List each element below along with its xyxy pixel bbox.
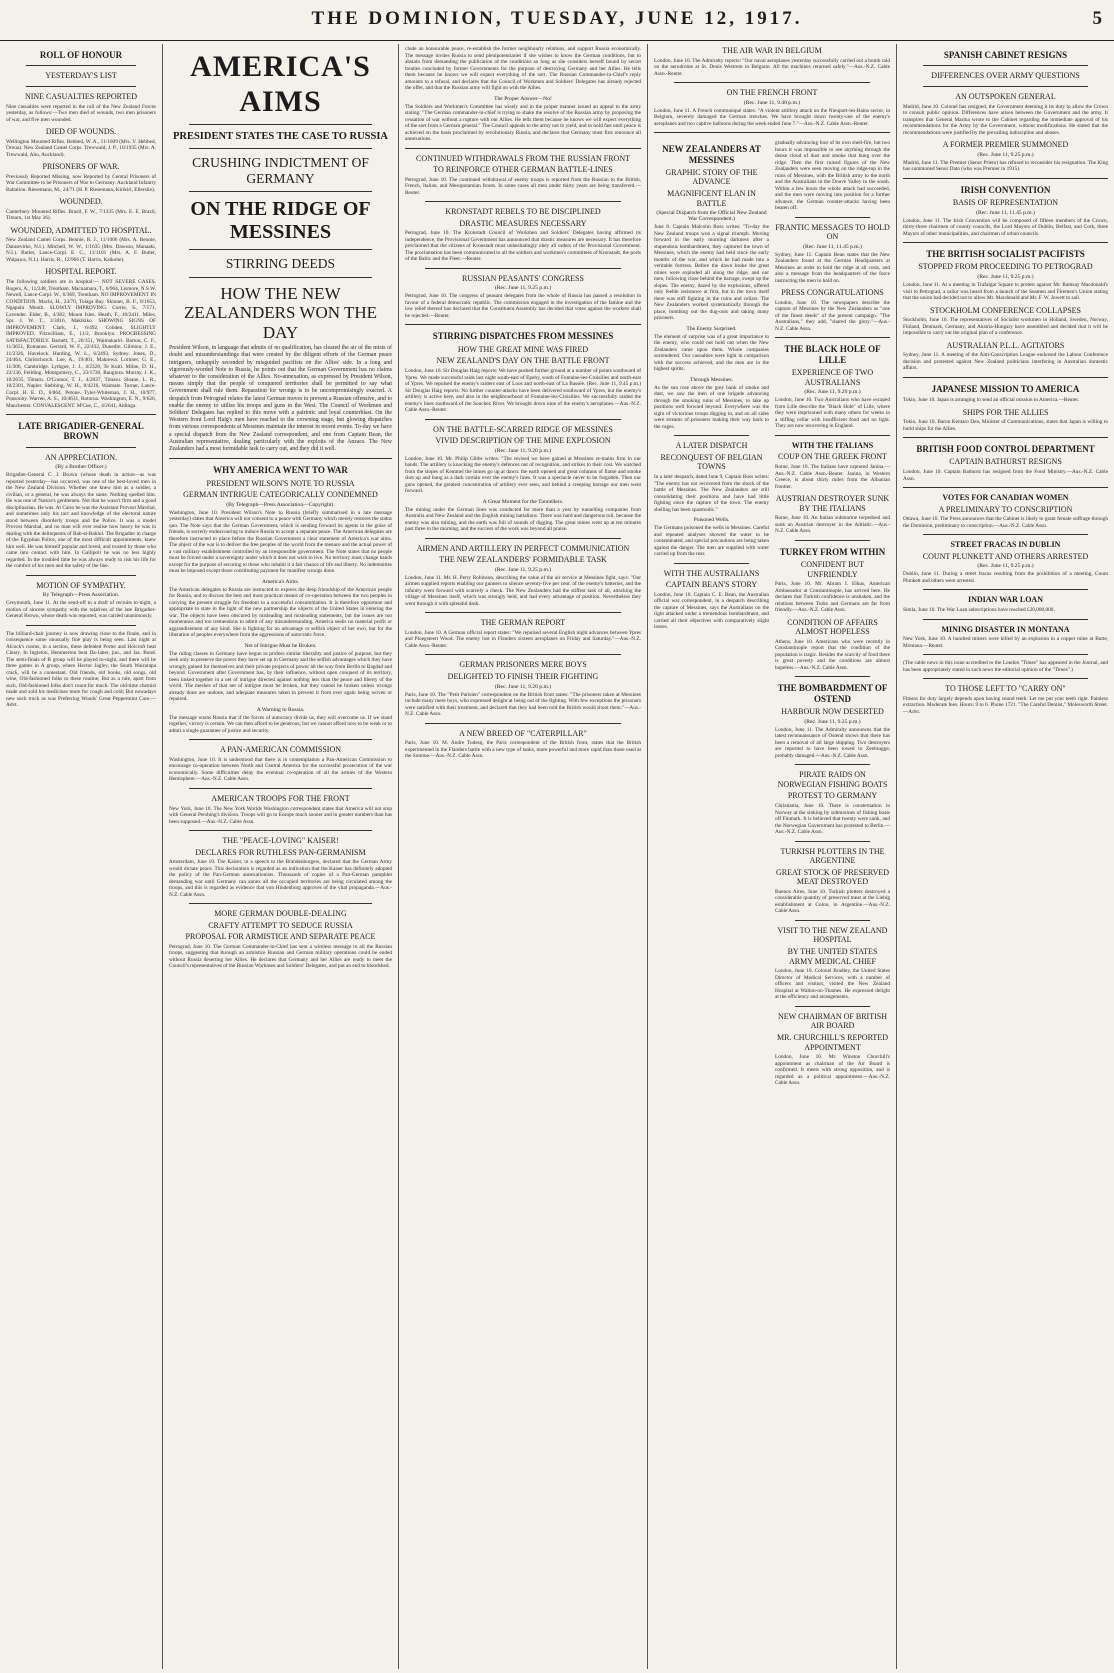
article-headline: THE AIR WAR IN BELGIUM xyxy=(722,46,822,55)
subcolumn-right xyxy=(775,138,890,1090)
received-time: (Rec. June 11, 11.45 p.m.) xyxy=(976,209,1035,216)
article-subheadline: CAPTAIN BEAN'S STORY xyxy=(665,580,758,590)
section-heading: WOUNDED, ADMITTED TO HOSPITAL. xyxy=(10,225,152,235)
deck-headline: PRESIDENT STATES THE CASE TO RUSSIA xyxy=(172,131,389,142)
article-body: The Germans poisoned the wells in Messines. Careful and repeated analyses showed the water to be contaminated, and special precautions are being taken against the danger. The men are supplied with water carried up from the rear. xyxy=(654,525,771,558)
divider xyxy=(189,277,372,278)
article-body: clude an honourable peace, re-establish the former neighbourly relations, and support Russia economically. The message invites Russia to send plenipotentiaries if she wishes to know the German conditions, but to abstain from demanding the publication of the conditions so long as she considers herself bound by secret treaties concluded by former Governments for the purpose of destroying Germany and her Allies. He tells them because he knows we will expect everything of the sort. The Russian Commander-in-Chief's reply amounts to a refusal, and declares that the Council of Workmen and Soldiers' Delegates has already rejected the offer, and that the Russian army will fight on with the Allies. xyxy=(405,46,643,91)
received-time: (Rec. June 11, 9.25 p.m.) xyxy=(977,151,1034,158)
article-headline: STOCKHOLM CONFERENCE COLLAPSES xyxy=(930,305,1081,315)
article-headline: AMERICAN TROOPS FOR THE FRONT xyxy=(211,793,350,803)
article-body: The message warns Russia that if the forces of autocracy divide us, they will overcome us. If we stand together, victory is certain. We can then afford to be generous; but we cannot afford now to be weak or to admit a single guarantee of justice and security. xyxy=(169,714,394,734)
article-headline: WITH THE ITALIANS xyxy=(791,440,874,450)
divider xyxy=(674,435,749,436)
divider xyxy=(795,540,870,541)
divider xyxy=(903,437,1108,438)
divider xyxy=(795,764,870,765)
page-number: 5 xyxy=(1092,8,1102,29)
divider xyxy=(654,132,890,133)
article-headline: TURKEY FROM WITHIN xyxy=(779,546,886,557)
article-subheadline: BASIS OF REPRESENTATION xyxy=(952,197,1059,207)
divider xyxy=(923,589,1088,590)
article-body: Sydney, June 11. Captain Bean states that the New Zealanders found at the German Headquarters at Messines an order to hold the ridge at all costs, and also a message from the headquarters of the force instructing the men to hold on. xyxy=(775,251,892,284)
article-body: New Zealand Camel Corps. Bennie, R. J., 11/1006 (Mrs. A. Bennie, Dannevirke, N.I.). Mitchell, W. W., 1/1635 (Mrs. Dawson, Manaaki, N.I.). Butler, Lance-Corpl. E. C., 11/1101 (Mrs. A. F. Butler, Waipawa, N.I.). Harris, R., 12/966 (T. Harris, Kaikohe). xyxy=(6,237,158,263)
article-subheadline: GERMAN INTRIGUE CATEGORICALLY CONDEMNED xyxy=(183,490,378,500)
article-body: Rome, June 10. An Italian submarine torpedoed and sunk an Austrian destroyer in the Adriatic.—Aus.-N.Z. Cable Assn. xyxy=(775,515,892,535)
article-body: Petrograd, June 10. The continued withdrawal of enemy troops is reported from the Russian to the British, French, Italian, and Mesopotamian fronts. In some cases all men under thirty years are being transferred.—Reuter. xyxy=(405,176,643,196)
divider xyxy=(923,534,1088,535)
section-heading: America's Aims. xyxy=(261,578,300,585)
article-headline: JAPANESE MISSION TO AMERICA xyxy=(931,383,1080,394)
article-headline: THE BRITISH SOCIALIST PACIFISTS xyxy=(926,249,1085,260)
received-time: (Rec. June 11, 9.20 p.m.) xyxy=(804,389,861,396)
masthead-title: THE DOMINION, TUESDAY, JUNE 12, 1917. xyxy=(311,8,803,29)
article-subheadline: CONFIDENT BUT UNFRIENDLY xyxy=(800,560,865,579)
divider xyxy=(795,676,870,677)
article-body: Rome, June 10. The Italians have captured Janina.—Aus.-N.Z. Cable Assn.-Reuter. Janina, in Western Greece, is about thirty miles from the Albanian frontier. xyxy=(775,464,892,490)
article-subheadline: EXPERIENCE OF TWO AUSTRALIANS xyxy=(791,368,874,387)
article-body: Madrid, June 10. Colonel has resigned, the Government deeming it its duty to allow the Crown to consult public opinion. Differences have arisen between the Government and the army. It transpires that General Marina wrote to the Cabinet regarding the immediate approval of his recommendations for the Army by the Government, without modifications. He stated that the recommendations were justified by the prevailing indiscipline and abuses. xyxy=(903,103,1110,136)
article-body: Athens, June 10. Americans who were recently in Constantinople report that the condition of the population is tragic. Besides the scarcity of food there is great poverty and the conditions are almost hopeless.—Aus.-N.Z. Cable Assn. xyxy=(775,638,892,671)
received-time: (Rec. June 11, 9.20 p.m.) xyxy=(494,447,552,454)
divider xyxy=(405,324,641,325)
divider xyxy=(425,654,621,655)
article-body: Canterbury Mounted Rifles. Brazil, F. W., 7/1335 (Mrs. E. E. Brazil, Timaru, 1st May 26). xyxy=(6,208,158,222)
article-headline: ON THE BATTLE-SCARRED RIDGE OF MESSINES xyxy=(433,424,613,434)
article-headline: STREET FRACAS IN DUBLIN xyxy=(950,540,1061,550)
byline: (Special Dispatch from the Official New Zealand War Correspondent.) xyxy=(656,210,767,223)
article-subheadline: COUNT PLUNKETT AND OTHERS ARRESTED xyxy=(922,551,1089,561)
article-body: London, June 10. Captain Bathurst has resigned from the Food Ministry.—Aus.-N.Z. Cable Assn. xyxy=(903,469,1110,482)
divider xyxy=(674,563,749,564)
article-headline: FRANTIC MESSAGES TO HOLD ON xyxy=(775,222,890,242)
byline: (By Telegraph—Press Association—Copyright). xyxy=(226,501,335,508)
masthead xyxy=(0,0,1114,41)
article-subheadline: GREAT STOCK OF PRESERVED MEAT DESTROYED xyxy=(775,867,890,887)
article-headline: THE GERMAN REPORT xyxy=(480,618,566,628)
brigadier-headline: LATE BRIGADIER-GENERAL BROWN xyxy=(18,421,144,442)
article-body: Tokio, June 10. Japan is arranging to send an official mission to America.—Reuter. xyxy=(903,397,1080,404)
received-time: (Rec. June 11, 9.40 p.m.) xyxy=(743,99,801,106)
section-heading: Net of Intrigue Must be Broken. xyxy=(244,642,317,649)
article-body: London, June 11. Mr. H. Perry Robinson, describing the value of the air service at Messines fight, says: "Our airmen supplied reports enabling our gunners to silence seventy-five per cent. of the enemy's batteries, and the infantry went forward with scarcely a check. The New Zealanders had the stiffest task of all, attacking the village of Messines itself, which was strongly held, and had every advantage of position. Nevertheless they went through it with splendid dash. xyxy=(405,574,643,607)
article-headline: MINING DISASTER IN MONTANA xyxy=(941,624,1070,634)
divider xyxy=(189,830,372,831)
byline: (By a Brother Officer.) xyxy=(55,464,107,471)
article-subheadline: AN OUTSPOKEN GENERAL xyxy=(955,91,1056,101)
divider xyxy=(795,1006,870,1007)
article-headline: THE BLACK HOLE OF LILLE xyxy=(784,344,881,365)
divider xyxy=(795,841,870,842)
article-subheadline: DRASTIC MEASURES NECESSARY xyxy=(459,218,587,228)
article-body: The American delegates to Russia are instructed to express the deep friendship of the American people for Russia, and to discuss the best and most practical means of co-operation between the two peoples in carrying the present struggle for freedom to a successful consummation. It is therefore opportune and appropriate to state in the light of the new partnership the objects of the United States in entering the war. The objects have been obscured by misleading and misleading statements, but the issues are too momentous and too tremendous to admit of any misunderstanding. America seeks no material profit or aggrandisement of any kind. She is fighting for no advantage or selfish object of her own, but for the liberation of peoples everywhere from the aggressions of autocratic force. xyxy=(169,586,394,639)
article-subheadline: THE NEW ZEALANDERS' FORMIDABLE TASK xyxy=(439,555,607,565)
divider xyxy=(674,82,870,83)
article-body: London, June 10. Two Australians who have escaped from Lille describe the "Black Hole" of Lille, where they were imprisoned with many others for weeks in a stifling cellar with insufficient food and no light. They are now recovering in England. xyxy=(775,397,892,430)
article-body: Nine casualties were reported in the roll of the New Zealand Forces yesterday, as follows:—Two men died of wounds, two men prisoners of war, and five men wounded. xyxy=(6,103,158,123)
byline: By Telegraph—Press Association. xyxy=(42,592,120,599)
article-subheadline: MR. CHURCHILL'S REPORTED APPOINTMENT xyxy=(777,1032,888,1052)
divider xyxy=(189,903,372,904)
article-body: Previously Reported Missing, now Reported by Central Prisoners of War Committee to be Prisoners of War in Germany. Auckland Infantry Battalion. Riesemann, M., 24/71 (H. P. Riesemann, Kirikiri, Ellerslie). xyxy=(6,173,158,193)
article-subheadline: TO REINFORCE OTHER GERMAN BATTLE-LINES xyxy=(433,165,613,175)
article-body: Dublin, June 11. During a street fracas resulting from the prohibition of a meeting, Count Plunkett and others were arrested. xyxy=(903,571,1110,584)
divider xyxy=(189,249,372,250)
article-subheadline: MAGNIFICENT ELAN IN BATTLE xyxy=(667,189,756,208)
section-heading: PRISONERS OF WAR. xyxy=(42,162,120,172)
article-headline: PIRATE RAIDS ON NORWEGIAN FISHING BOATS xyxy=(777,770,888,789)
article-headline: VISIT TO THE NEW ZEALAND HOSPITAL xyxy=(777,925,888,945)
article-body: Paris, June 10. M. Andre Tudesq, the Paris correspondent of the British front, states that the British experimented in the Flanders battle with a new type of tanks, more powerful and more rapid than those used at the Somme.—Aus.-N.Z. Cable Assn. xyxy=(405,740,643,760)
divider xyxy=(903,487,1108,488)
article-body: Paris, June 10. Mr. Abram I. Elkus, American Ambassador at Constantinople, has arrived here. He declares that Turkish confidence is unshaken, and the relations between Turks and Germans are far from friendly.—Aus.-N.Z. Cable Assn. xyxy=(775,581,892,614)
article-body: London, June 10. Colonel Bradley, the United States Director of Medical Services, with a number of officers and visitors, visited the New Zealand Hospital at Walton-on-Thames. He expressed delight at the efficiency and arrangements. xyxy=(775,968,892,1001)
article-body: Washington, June 10. It is understood that there is in contemplation a Pan-American Commission to encourage co-operation between North and Central America for the successful prosecution of the war economically. Some difficulties delay the eventual co-operation of all the armies of the Western Hemisphere.—Aus.-N.Z. Cable Assn. xyxy=(169,756,394,783)
article-body: London, June 11. At a meeting in Trafalgar Square to protest against Mr. Ramsay Macdonald's visit to Petrograd, a sailor was heard from a launch of the Seamen and Firemen's Union stating that the union had decided not to allow Mr. Macdonald and Mr. F. W. Jowett to sail. xyxy=(903,282,1110,301)
article-headline: ON THE FRENCH FRONT xyxy=(726,88,818,98)
deck-headline: STIRRING DEEDS xyxy=(225,256,336,272)
article-body: The mining under the German lines was conducted for more than a year by tunnelling companies from Australia and New Zealand and the English mining battalions. There was hard and dangerous toil, because the enemy was also mining, and the earth was full of sounds of digging. The great mines went up at ten minutes past three in the morning, and the success of the work was beyond all praise. xyxy=(405,506,643,533)
divider xyxy=(26,86,136,87)
article-body: Sydney, June 11. A meeting of the Anti-Conscription League endorsed the Labour Conference decision and protested against New Zealand politicians interfering in Australian domestic affairs. xyxy=(903,352,1110,372)
section-heading: The Enemy Surprised. xyxy=(686,325,737,332)
article-headline: IRISH CONVENTION xyxy=(960,184,1051,195)
article-headline: GERMAN PRISONERS MERE BOYS xyxy=(459,660,587,670)
article-body: Amsterdam, June 10. The Kaiser, in a speech to the Brandenburgers, declared that the German Army would dictate peace. This declaration is regarded as an indication that the Kaiser has definitely adopted the policy of the Pan-German annexationists. Thousands of copies of a Pan-German pamphlet demanding war until Germany can annex all the occupied territories are being circulated among the troops, and this is regarded as evidence that von Hindenburg approves of the vital propaganda.—Aus.-N.Z. Cable Assn. xyxy=(169,859,394,898)
divider xyxy=(795,217,870,218)
article-subheadline: COUP ON THE GREEK FRONT xyxy=(778,452,887,462)
article-headline: CONDITION OF AFFAIRS ALMOST HOPELESS xyxy=(787,617,878,637)
article-headline: WITH THE AUSTRALIANS xyxy=(663,568,760,578)
article-headline: NEW ZEALANDERS AT MESSINES xyxy=(662,144,761,165)
article-headline: BRITISH FOOD CONTROL DEPARTMENT xyxy=(916,444,1095,455)
divider xyxy=(189,788,372,789)
article-subheadline: CRAFTY ATTEMPT TO SEDUCE RUSSIA xyxy=(208,920,353,930)
article-headline: A LATER DISPATCH xyxy=(675,441,748,451)
section-heading: Through Messines. xyxy=(690,376,733,383)
article-body: As the sun rose above the grey bank of smoke and dust, we saw the men of one brigade advancing through the smoking ruins of Messines, to take up positions well forward beyond. Everywhere was the sight of victorious troops digging in, and on all sides were streams of prisoners making their way back to the cages. xyxy=(654,384,771,430)
article-body: Greymouth, June 11. At the send-off to a draft of recruits to-night, a motion of sincere sympathy with the relatives of the late Brigadier-General Brown, whose death was reported, was carried unanimously. xyxy=(6,600,158,620)
divider xyxy=(795,920,870,921)
divider xyxy=(26,447,136,448)
article-subheadline: HOW THE GREAT MINE WAS FIRED xyxy=(457,344,589,354)
article-subheadline: VIVID DESCRIPTION OF THE MINE EXPLOSION xyxy=(435,436,611,446)
article-body: Petrograd, June 10. The Kronstadt Council of Workmen and Soldiers' Delegates having affirmed its independence, the Provisional Government has announced that drastic measures are necessary. It has therefore proclaimed that the citizens of Kronstadt must unhesitatingly obey all orders of the Provisional Government. The proclamation has been communicated to all the soldiers and workmen's committees of Kronstadt, the ports of the Baltic and the Fleet.—Reuter. xyxy=(405,230,643,263)
casualties-headline: NINE CASUALTIES REPORTED xyxy=(24,91,138,101)
divider xyxy=(923,65,1088,66)
article-headline: VOTES FOR CANADIAN WOMEN xyxy=(942,493,1069,503)
article-body: In a later despatch, dated June 9, Captain Ross writes: "The enemy has not recovered from the shock of the battle of Messines. The New Zealanders are still consolidating their positions and have had little fighting since the capture of the town. The enemy shelling has been spasmodic." xyxy=(654,474,771,513)
divider xyxy=(169,458,392,459)
deck-headline: HOW THE NEW ZEALANDERS WON THE DAY xyxy=(184,283,377,342)
article-body: London, June 10. Sir Douglas Haig reports: We have pushed further ground at a number of points southward of Ypres. We made successful raids last night south-east of Epehy, south of Fontaine-les-Croisilles and north-east of Ypres. We repulsed the enemy's raiders east of Loos and north-east of La Bassée. (Rec. June 11, 9.45 p.m.) Sir Douglas Haig reports: No further counter-attacks have been delivered southward of Ypres, but the enemy's artillery is active here, and also in the neighbourhood of Fontaine-lez-Croisilles. We successfully raided the enemy's lines southward of the Souchez River. We brought down nine of the enemy's aeroplanes.—Aus.-N.Z. Cable Assn.-Reuter. xyxy=(405,368,643,413)
article-body: Simla, June 10. The War Loan subscriptions have reached £20,000,000. xyxy=(903,607,1055,614)
article-body: Wellington Mounted Rifles. Bebbed, W. A., 11/1609 (Mrs. V. Hebbed, Oroua). New Zealand Camel Corps. Trewwald, J. P., 10/1935 (Mrs. A. Trewwald, Aho, Auckland). xyxy=(6,138,158,158)
article-headline: MORE GERMAN DOUBLE-DEALING xyxy=(214,909,347,919)
article-subheadline: PROTEST TO GERMANY xyxy=(787,791,878,801)
divider xyxy=(903,178,1108,179)
column-3 xyxy=(399,44,647,1669)
divider xyxy=(425,268,621,269)
two-column-block xyxy=(654,138,890,1090)
section-heading: HOSPITAL REPORT. xyxy=(45,267,117,277)
divider xyxy=(923,654,1088,655)
article-headline: SPANISH CABINET RESIGNS xyxy=(943,50,1068,60)
divider xyxy=(775,337,890,338)
article-subheadline: NEW ZEALAND'S DAY ON THE BATTLE FRONT xyxy=(436,356,610,366)
divider xyxy=(923,678,1088,679)
section-heading: A Warning to Russia. xyxy=(256,706,305,713)
article-body: June 8. Captain Malcolm Ross writes: "To-day the New Zealand troops won a signal triumph. Moving forward in the early morning darkness after a stupendous bombardment, they captured the town of Messines, which the enemy had held since the early months of the war, and which he had made into a veritable fortress. Before the dawn broke the great mines were exploded all along the ridge, and our men, following close behind the barrage, swept up the slopes. The enemy, dazed by the explosions, offered only feeble resistance at first, but in the town itself there was stiff fighting in the ruins and cellars. The New Zealanders worked systematically through the place, bombing out the dug-outs and taking many prisoners. xyxy=(654,224,771,322)
deck-headline: ON THE RIDGE OF MESSINES xyxy=(190,198,371,244)
article-body: London, June 11. A French communiqué states: "A violent artillery attack on the Nieuport-les-Bains sector, in Belgium, severely damaged the German trenches. We have brought down twenty-one of the enemy's aeroplanes and two captive balloons during the week ended June 7."—Aus.-N.Z. Cable Assn.-Reuter. xyxy=(654,107,892,127)
divider xyxy=(189,124,372,125)
column-1 xyxy=(0,44,162,1669)
received-time: (Rec. June 11, 9.25 p.m.) xyxy=(494,566,552,573)
divider xyxy=(26,625,136,626)
article-subheadline: DELIGHTED TO FINISH THEIR FIGHTING xyxy=(447,672,599,682)
article-subheadline: STOPPED FROM PROCEEDING TO PETROGRAD xyxy=(918,262,1093,272)
received-time: (Rec. June 11, 9.25 p.m.) xyxy=(494,285,552,292)
article-subheadline: DIFFERENCES OVER ARMY QUESTIONS xyxy=(931,71,1080,81)
article-headline: AUSTRALIAN P.L.L. AGITATORS xyxy=(946,340,1065,350)
article-subheadline: PROPOSAL FOR ARMISTICE AND SEPARATE PEACE xyxy=(185,932,376,942)
article-body: New York, June 10. The New York Worlds Washington correspondent states that America will not stop with General Pershing's division. Troops will go to Europe much sooner and in greater numbers than has been supposed.—Aus.-N.Z. Cable Assn. xyxy=(169,805,394,825)
article-body: Stockholm, June 10. The representatives of Socialist workmen in Holland, Sweden, Norway, Finland, Denmark, Germany, and Austria-Hungary have assembled and decided that it will be impossible to carry out the original plan of a conference. xyxy=(903,317,1110,337)
article-body: London, June 11. The Admiralty announces that the latest reconnaissance of Ostend shows that there has been a removal of all large shipping. Two destroyers are reported to have been towed to Zeebrugge, probably damaged.—Aus.-N.Z. Cable Assn. xyxy=(775,726,892,759)
article-headline: STIRRING DISPATCHES FROM MESSINES xyxy=(432,331,614,342)
article-body: London, June 10. The newspapers describe the capture of Messines by the New Zealanders as "one of the finest deeds" of the present campaign. "The Australians," they add, "shared the glory."—Aus.-N.Z. Cable Assn. xyxy=(775,299,892,332)
article-body: Brigadier-General C. J. Brown (whose death in action—as was reported yesterday—has occurred, was one of the best-loved men in the New Zealand Division. Whether one knew him as a soldier, a civilian, or a general, he was always the same. Nothing quelled him. He was one of Nature's gentlemen. Not that he wasn't firm and a good disciplinarian. He was. At Cairo he was the Assistant Provost Marshal, and sometimes only his tact and knowledge of the electoral nature stood between disorderly troops and the Police. It was a model Provost Marshal, and no man will ever realise how heavy he was in dealing with the delinquents of Bab-el-Bahlul. The Brigadier in charge of the Egyptian Police, one of the most difficult appointments, knew him well. He was himself popular and loved, and trusted by those who came into contact with him. In Gallipoli he was no less highly regarded. In the troubled time he was always ready to risk his life for the comfort of his men and the safety of the line. xyxy=(6,472,158,570)
article-headline: AUSTRIAN DESTROYER SUNK BY THE ITALIANS xyxy=(775,494,890,513)
article-headline: A NEW BREED OF "CATERPILLAR" xyxy=(459,728,587,738)
article-headline: RUSSIAN PEASANTS' CONGRESS xyxy=(462,273,584,283)
article-headline: AIRMEN AND ARTILLERY IN PERFECT COMMUNICATION xyxy=(416,543,630,553)
column-4 xyxy=(648,44,896,1669)
advertisement-body: The billiard-chair journey is now drawing close to the finale, and in consequence some unusually fine play is being seen. Last night at Alcock's rooms, in a section, these defeated Porter and Holcroft beat Cleary. In Ingleton, Hemmerton beat Da-Jaber, jun., and Jas. Bond. The semi-finals of B group will be played to-night, and there will be three games in A group, where Hector Jagley, the South Wairarapa crack, will be a contestant. Old friends, old books, old songs, old wine, Old-fashioned folks to these routine; But as a rule, apart from such, Old-fashioned folks don't count for much. The old-time chemist made and sold his medicines more for cough and cold; But nowadays new such truck as was Preferring Woods' Great Peppermint Cure.—Advt. xyxy=(6,630,158,709)
divider xyxy=(775,435,890,436)
column-5 xyxy=(897,44,1114,1669)
article-body: London, June 10. The Admiralty reports: "Our naval aeroplanes yesterday successfully carried out a bomb raid on the aerodrome at St. Denis Westrem in Belgium. All the machines returned safely."—Aus.-N.Z. Cable Assn.-Reuter. xyxy=(654,57,892,77)
article-body: The following soldiers are in hospital:— NOT SEVERE CASES. Rogers, A., 11/248, Trentham. Macnamara, T., 6/964, Lismore, N.S.W. Newell, Lance-Corpl. W., 6/369, Trentham. NO IMPROVEMENT IN CONDITION. Machi, H., 24/70, Tolaga Bay. Skinner, B. F., 8/1653, Ngapuhi Mouth. SLOWLY IMPROVING. Corrie, S., 7/571, Lavender. Elder, B., 4/382, Mount Isles. Heath, F., 10/2411. Miles, Spr. J. W. T., 3/3016, Makikiko. SHOWING SIGNS OF IMPROVEMENT. Clark, J., 6/492, Cobden. SLIGHTLY IMPROVED. Fitzwilliam, E., 11/2, Brooklyn. PROGRESSING SATISFACTORILY. Barnett, T., 26/351, Waimakariri. Barton, C. F., 11/3651, Romanos. Gerrard, W. F., 22/432, Dunedin. Gilmour, J. E., 11/2326, Havelock. Harding, W. L., 6/2493, Sydney. Jones, D., 24/464, Christchurch. Loe, A., 19/401, Makrewa. Lorimer, G. E., 11/306, Cambridge. Lythgoe, J. J., 4/2328, Te Kuiti. Milne, D. H., 22/136, Feilding. Montgomery, C., 23/1730, Rangiora. Murray, J. K., 10/2635, Timaru. O'Connor, T. J., 4/2837, Timaru. Sloane, L. R., 10/2301, Napier. Stebbing, W. H., 8/4216, Waimate. Turner, Lance-Corpl. H. E. D., 6/864, Petone. Tyler-Whiteman, J. H., 10/977, Ponsonby. Warren, A. S., 10/4631, Rotorua. Washington, E. N., 9/626, Manchester. CONVALESCENT. M'Cue, C., 4/2641, Aldinga. xyxy=(6,279,158,409)
article-headline: A FORMER PREMIER SUMMONED xyxy=(942,140,1069,150)
article-headline: KRONSTADT REBELS TO BE DISCIPLINED xyxy=(445,207,601,217)
article-subheadline: A PRELIMINARY TO CONSCRIPTION xyxy=(938,504,1073,514)
article-body: London, June 10. A German official report states: "We repulsed several English night advances between Ypres and Ploegsteert Wood. The enemy lost in Flanders sixteen aeroplanes on Friday and Saturday."—Aus.-N.Z. Cable Assn.-Reuter. xyxy=(405,629,643,649)
article-subheadline: CAPTAIN BATHURST RESIGNS xyxy=(949,457,1062,467)
article-headline: INDIAN WAR LOAN xyxy=(968,595,1043,605)
article-body: London, June 11. The Irish Convention will be composed of fifteen members of the Crown, thirty-three chairmen of county councils, the Lord Mayors of Dublin, Belfast, and Cork, three Mayors of other municipalities, and chairmen of urban councils. xyxy=(903,217,1110,237)
article-body: London, June 10. Mr. Winston Churchill's appointment as chairman of the Air Board is confirmed. It meets with strong opposition, and is regarded as a political appointment.—Aus.-N.Z. Cable Assn. xyxy=(775,1054,892,1087)
article-subheadline: BY THE UNITED STATES ARMY MEDICAL CHIEF xyxy=(787,947,878,966)
article-subheadline: RECONQUEST OF BELGIAN TOWNS xyxy=(660,452,763,472)
article-subheadline: PRESIDENT WILSON'S NOTE TO RUSSIA xyxy=(206,478,355,488)
article-body: Buenos Aires, June 10. Turkish plotters destroyed a considerable quantity of preserved meat at the Liebig establishment at Colon, in Argentine.—Aus.-N.Z. Cable Assn. xyxy=(775,888,892,915)
divider xyxy=(903,377,1108,378)
article-subheadline: GRAPHIC STORY OF THE ADVANCE xyxy=(665,167,758,187)
divider xyxy=(26,575,136,576)
article-body: President Wilson, in language that admits of no qualification, has cleared the air of the mists of doubt and misunderstandings that were created by the diligent efforts of the German peace intriguers, unhappily seconded by misguided pacifists on the Allies' side. In a long and vigorously-worded Note to Russia, he points out that the German Government has no claims whatever to the consideration of the Allies. No-annexation, as expressed by President Wilson, means simply that the people of conquered territories shall be permitted to say what Government shall rule them. Reparation for wrongs is to be uncompromisingly exacted. A despatch from Petrograd relates the latest German moves to prevent a Russian offensive, and to enable the enemy to utilise his troops and guns in the West. The Council of Workmen and Soldiers' Delegates has replied to this move with a patriotic and loyal counterblast. On the Western front Lord Haig's men have reached to the crowning stage, but glowing dispatches from various correspondents at Messines maintain the interest in recent events. To-day we have a special dispatch from the New Zealand correspondent, and one from Captain Bean, the Australian representative, dealing particularly with the exploits of the Anzacs. The New Zealanders had a most formidable task to carry out, and they did it well. xyxy=(169,345,394,453)
received-time: (Rec. June 11, 11.45 p.m.) xyxy=(803,243,862,250)
article-body: London, June 10. Captain C. E. Bean, the Australian official war correspondent, in a despatch describing the capture of Messines, says the Australians on the right attacked under a tremendous bombardment, and carried all their objectives with comparatively slight losses. xyxy=(654,591,771,631)
divider xyxy=(425,612,621,613)
divider xyxy=(189,739,372,740)
article-body: London, June 10. Mr. Philip Gibbs writes: "The revised we have gained at Messines re-mains firm in our hands. The artillery is knocking the enemy's defences out of recognition, and strikes to their cost. We watched from the slopes of Kemmel the mines go up at dawn: the earth opened and great columns of flame and smoke shot up and hung as a dark curtain over the enemy's lines. It was a spectacle never to be forgotten. Then our guns opened, the greatest concentration of artillery ever seen, and behind a creeping barrage our men went forward. xyxy=(405,455,643,495)
article-body: (The cable news in this issue accredited to the London "Times" has appeared in the Journal, and has been appropriately stated in such news the editorial opinion of the "Times".) xyxy=(903,660,1110,673)
article-headline: THE "PEACE-LOVING" KAISER! xyxy=(222,836,339,846)
article-subheadline: DECLARES FOR RUTHLESS PAN-GERMANISM xyxy=(195,847,366,857)
divider xyxy=(425,723,621,724)
divider xyxy=(425,538,621,539)
section-heading: The Proper Answer—No! xyxy=(494,95,552,102)
article-body: Petrograd, June 10. The congress of peasant delegates from the whole of Russia has passed a resolution in favour of a federal democratic republic. The commission engaged in the investigation of the famine and the low relief thereof has declared that the Constituent Assembly has decided that votes against the workers shall be rejected.—Reuter. xyxy=(405,293,643,319)
article-body: The ruling classes in Germany have begun to profess similar liberality and justice of purpose, but they seek only to preserve the power they have set up in Germany and the selfish advantages which they have wrongly gained for themselves and their private projects of power all the way from Berlin to Bagdad and beyond. Government after Government has, by their influence, without open conquest of its territory, been linked together in a net of intrigue directed against nothing less than the peace and liberty of the world. The meshes of that net of intrigue must be broken, but they cannot be broken unless wrongs already done are undone, and adequate measures taken to prevent it from ever again being woven or repaired. xyxy=(169,650,394,703)
deck-headline: CRUSHING INDICTMENT OF GERMANY xyxy=(192,155,369,186)
divider xyxy=(923,619,1088,620)
article-headline: NEW CHAIRMAN OF BRITISH AIR BOARD xyxy=(778,1011,887,1031)
brigadier-subtitle: AN APPRECIATION. xyxy=(44,452,117,462)
roll-of-honour-title: ROLL OF HONOUR xyxy=(39,50,123,60)
section-heading: A Great Moment for the Tunnellers. xyxy=(482,498,564,505)
sympathy-headline: MOTION OF SYMPATHY. xyxy=(36,580,126,590)
article-subheadline: HARBOUR NOW DESERTED xyxy=(781,707,884,717)
article-headline: PRESS CONGRATULATIONS xyxy=(781,288,884,298)
article-headline: CONTINUED WITHDRAWALS FROM THE RUSSIAN FRONT xyxy=(416,153,630,163)
article-headline: THE BOMBARDMENT OF OSTEND xyxy=(777,683,888,704)
article-body: The Soldiers and Workmen's Committee has wisely and in the proper manner issued an appeal to the army stating: "The German commander-in-chief is trying to shake the resolve of the Russian army by proposing the cessation of war without a rupture with our Allies. He tells them because he knows we will expect everything of the sort from a German general." The Council appeals to the army not to yield, and to hold fast until peace is achieved on the basis proclaimed by revolutionary Russia, and declares that Germany must first renounce all annexations. xyxy=(405,103,643,142)
divider xyxy=(189,191,372,192)
divider xyxy=(903,242,1108,243)
article-headline: TURKISH PLOTTERS IN THE ARGENTINE xyxy=(780,846,885,866)
divider xyxy=(189,148,372,149)
divider xyxy=(425,419,621,420)
article-body: Tokio, June 10. Baron Kentaro Den, Minister of Communications, states that Japan is willing to build ships for the Allies. xyxy=(903,419,1110,432)
section-heading: Poisoned Wells. xyxy=(693,517,730,524)
subcolumn-left xyxy=(654,138,769,1090)
article-body: Christiania, June 10. There is consternation in Norway at the sinking by submarines of fishing boats off Finmark. It is believed that twenty were sunk, and the Norwegian Government has protested to Berlin.—Aus.-N.Z. Cable Assn. xyxy=(775,803,892,835)
divider xyxy=(425,201,621,202)
article-headline: TO THOSE LEFT TO "CARRY ON" xyxy=(945,684,1066,694)
received-time: (Rec. June 11, 9.25 p.m.) xyxy=(977,563,1034,570)
article-body: Washington, June 10. President Wilson's Note to Russia (briefly summarised in a late message yesterday) states that America will not consent to a peace with Germany which merely restores the status quo. The Note says that the German Government, which is sending forward its agents in the guise of friends, is secretly endeavouring to induce Russia to accept a separate peace. The American delegates are therefore instructed to place before the Russian Government a clear statement of America's war aims. The object of the war is to deliver the free peoples of the world from the menace and the actual power of a vast military establishment controlled by an irresponsible government. The Note states that no people must be forced under a sovereignty under which it does not wish to live. No territory must change hands except for the purpose of securing to those who inhabit it a fair chance of life and liberty. No indemnities must be imposed except those constituting payment for manifest wrongs done. xyxy=(169,509,394,575)
received-time: (Rec. June 11, 9.25 p.m.) xyxy=(804,718,861,725)
received-time: (Rec. June 11, 9.25 p.m.) xyxy=(977,274,1034,280)
divider xyxy=(923,86,1088,87)
divider xyxy=(6,414,156,415)
article-headline: WHY AMERICA WENT TO WAR xyxy=(213,465,348,476)
article-body: The element of surprise was of a great importance to the enemy, who could not hold out when the New Zealanders came upon them. Whole companies surrendered. Our casualties were light in comparison with the success achieved, and the men are in the highest spirits. xyxy=(654,333,771,373)
article-body: New York, June 10. A hundred miners were killed by an explosion in a copper mine at Butte, Montana.—Reuter. xyxy=(903,636,1110,649)
article-body: Ottawa, June 10. The Press announces that the Cabinet is likely to grant female suffrage through the Dominion, preliminary to conscription.—Aus.-N.Z. Cable Assn. xyxy=(903,516,1110,529)
column-2 xyxy=(163,44,398,1669)
article-body: Paris, June 10. The "Petit Parisien" correspondent on the British front states: "The prisoners taken at Messines include many mere boys, who expressed delight at being out of the fighting. With few exceptions the prisoners were satisfied with their treatment, and declared that they had been told the British would shoot them."—Aus.-N.Z. Cable Assn. xyxy=(405,691,643,718)
article-body: gradually advancing four of its own shell-fire, but two hours it was impossible to see anything through the dense cloud of dust and smoke that hung over the ridge. Then the first ruined figures of the New Zealanders were seen moving on the ridge-top in the ruins of Messines, with the British army to the north and the Australians in the Douve Valley to the south. Within a few hours the whole attack had succeeded, and the men were moving into position for a further advance, the German counter-attacks having been beaten off. xyxy=(775,140,892,212)
roll-subtitle: YESTERDAY'S LIST xyxy=(45,71,117,81)
advertisement-body: Fitness for duty largely depends upon having sound teeth. Let me put your teeth right. Painless extraction. Moderate fees. Hours: 9 to 6. Phone 1721. "The Careful Dentist," Molesworth Street.—Advt. xyxy=(903,695,1110,715)
article-body: Petrograd, June 10. The German Commander-in-Chief has sent a wireless message to all the Russian troops, suggesting that through an armistice Russian and German military operations could be ended without Russia deserting her Allies. He declares that Germany and her Allies are ready to meet the Council's representatives of the Russian Workmen and Soldiers' Delegates, and put an end to bloodshed. xyxy=(169,943,394,970)
divider xyxy=(26,65,136,66)
main-headline: AMERICA'S AIMS xyxy=(190,50,371,118)
article-headline: A PAN-AMERICAN COMMISSION xyxy=(219,745,342,755)
section-heading: DIED OF WOUNDS. xyxy=(45,127,117,137)
received-time: (Rec. June 11, 9.20 p.m.) xyxy=(494,683,552,690)
article-body: Madrid, June 11. The Premier (Senor Prieto) has refused to reconsider his resignation. The King has summoned Senor Dato (who was Premier in 1915). xyxy=(903,159,1110,173)
section-heading: WOUNDED. xyxy=(59,197,103,207)
divider xyxy=(405,148,641,149)
article-headline: SHIPS FOR THE ALLIES xyxy=(962,407,1049,417)
